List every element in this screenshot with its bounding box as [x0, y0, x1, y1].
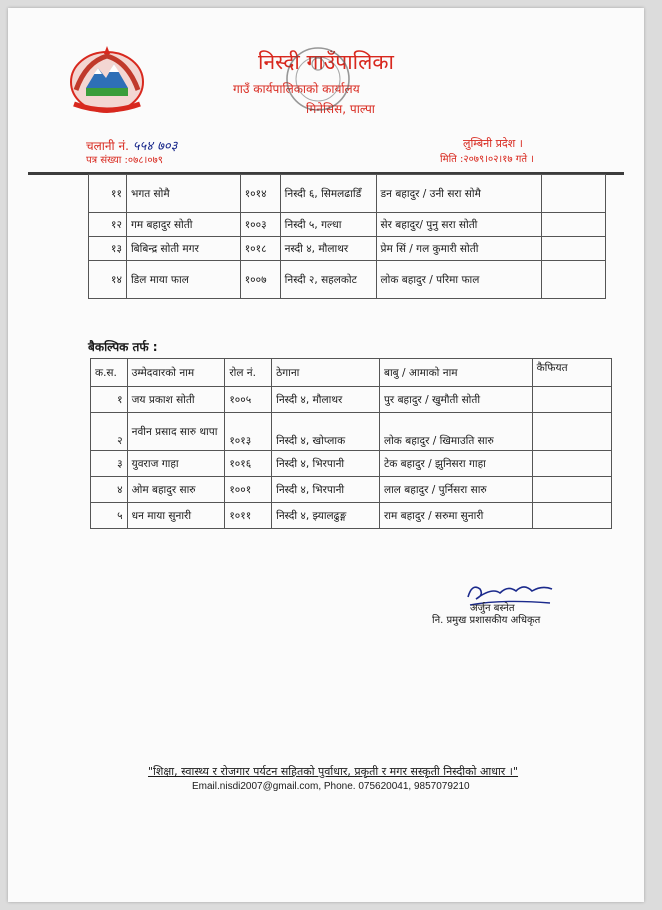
row-parents: टेक बहादुर / झुनिसरा गाहा [379, 451, 532, 477]
header-address: ठेगाना [272, 359, 380, 387]
row-roll: १००३ [240, 213, 280, 237]
alternate-heading: बैकल्पिक तर्फ : [88, 340, 158, 354]
table-row [89, 213, 606, 237]
signer-title: नि. प्रमुख प्रशासकीय अधिकृत [432, 615, 541, 626]
row-name: भगत सोमै [126, 175, 240, 213]
row-address: निस्दी ४, खोप्लाक [272, 413, 380, 451]
row-sn: १ [91, 387, 128, 413]
row-remarks [532, 387, 611, 413]
row-parents: लाल बहादुर / पुर्निसरा सारु [379, 477, 532, 503]
table-row [89, 237, 606, 261]
selected-candidates-table [88, 174, 606, 299]
footer-motto: "शिक्षा, स्वास्थ्य र रोजगार पर्यटन सहितको पुर्वाधार, प्रकृती र मगर सस्कृती निस्दीको आधार ।" [148, 765, 519, 778]
table-row [89, 261, 606, 299]
row-sn: २ [91, 413, 128, 451]
row-name: धन माया सुनारी [127, 503, 225, 529]
header-remarks: कैफियत [532, 359, 611, 387]
row-address: निस्दी २, सहलकोट [280, 261, 376, 299]
row-parents: सेर बहादुर/ पुनु सरा सोती [376, 213, 542, 237]
row-address: निस्दी ४, झ्यालढुङ्ग [272, 503, 380, 529]
table-row [89, 175, 606, 213]
office-seal-icon [283, 44, 353, 114]
row-roll: १००७ [240, 261, 280, 299]
row-address: नस्दी ४, मौलाथर [280, 237, 376, 261]
row-name: गम बहादुर सोती [126, 213, 240, 237]
row-roll: १००५ [225, 387, 272, 413]
table-header-row [91, 359, 612, 387]
table-row [91, 451, 612, 477]
document-page [8, 8, 644, 902]
row-address: निस्दी ४, मौलाथर [272, 387, 380, 413]
row-parents: डन बहादुर / उनी सरा सोमै [376, 175, 542, 213]
row-name: बिबिन्द्र सोती मगर [126, 237, 240, 261]
row-remarks [542, 261, 606, 299]
patra-sankhya: पत्र संख्या :०७८।०७९ [86, 155, 163, 166]
letter-date: मिति :२०७९।०२।१७ गते । [440, 154, 535, 165]
row-sn: ४ [91, 477, 128, 503]
office-location: मिनेसिस, पाल्पा [306, 102, 375, 116]
row-sn: ५ [91, 503, 128, 529]
row-roll: १०१४ [240, 175, 280, 213]
row-sn: १३ [89, 237, 127, 261]
row-remarks [532, 503, 611, 529]
row-name: डिल माया फाल [126, 261, 240, 299]
row-roll: १०११ [225, 503, 272, 529]
header-sn: क.स. [91, 359, 128, 387]
row-sn: ११ [89, 175, 127, 213]
table-row [91, 387, 612, 413]
table-row [91, 503, 612, 529]
row-roll: १००१ [225, 477, 272, 503]
office-name: निस्दी गाउँपालिका [258, 50, 394, 74]
row-name: ओम बहादुर सारु [127, 477, 225, 503]
row-address: निस्दी ४, भिरपानी [272, 477, 380, 503]
chalani-label: चलानी नं. [86, 139, 129, 153]
office-subtitle: गाउँ कार्यपालिकाको कार्यालय [233, 82, 360, 96]
row-parents: लोक बहादुर / खिमाउति सारु [379, 413, 532, 451]
row-name: नवीन प्रसाद सारु थापा [127, 413, 225, 451]
table-row [91, 477, 612, 503]
row-sn: १४ [89, 261, 127, 299]
row-sn: ३ [91, 451, 128, 477]
header-parents: बाबु / आमाको नाम [379, 359, 532, 387]
province-label: लुम्बिनी प्रदेश । [463, 137, 523, 150]
row-address: निस्दी ४, भिरपानी [272, 451, 380, 477]
row-remarks [542, 213, 606, 237]
row-remarks [542, 175, 606, 213]
row-address: निस्दी ५, गल्धा [280, 213, 376, 237]
table-row [91, 413, 612, 451]
header-name: उम्मेदवारको नाम [127, 359, 225, 387]
alternate-candidates-table [90, 358, 612, 529]
nepal-emblem-icon [66, 42, 148, 118]
row-remarks [532, 413, 611, 451]
signer-name: अर्जुन बस्नेत [470, 603, 515, 614]
row-address: निस्दी ६, सिमलढाडिँ [280, 175, 376, 213]
row-sn: १२ [89, 213, 127, 237]
footer-contact: Email.nisdi2007@gmail.com, Phone. 075620041, 9857079210 [192, 781, 470, 792]
row-name: जय प्रकाश सोती [127, 387, 225, 413]
row-remarks [532, 477, 611, 503]
row-parents: पुर बहादुर / खुमौती सोती [379, 387, 532, 413]
row-parents: प्रेम सिं / गल कुमारी सोती [376, 237, 542, 261]
row-remarks [542, 237, 606, 261]
row-parents: राम बहादुर / सरुमा सुनारी [379, 503, 532, 529]
row-parents: लोक बहादुर / परिमा फाल [376, 261, 542, 299]
row-remarks [532, 451, 611, 477]
row-roll: १०१३ [225, 413, 272, 451]
header-roll: रोल नं. [225, 359, 272, 387]
row-roll: १०१८ [240, 237, 280, 261]
row-roll: १०१६ [225, 451, 272, 477]
chalani-value: ५५४ ७०३ [132, 139, 178, 154]
row-name: युवराज गाहा [127, 451, 225, 477]
